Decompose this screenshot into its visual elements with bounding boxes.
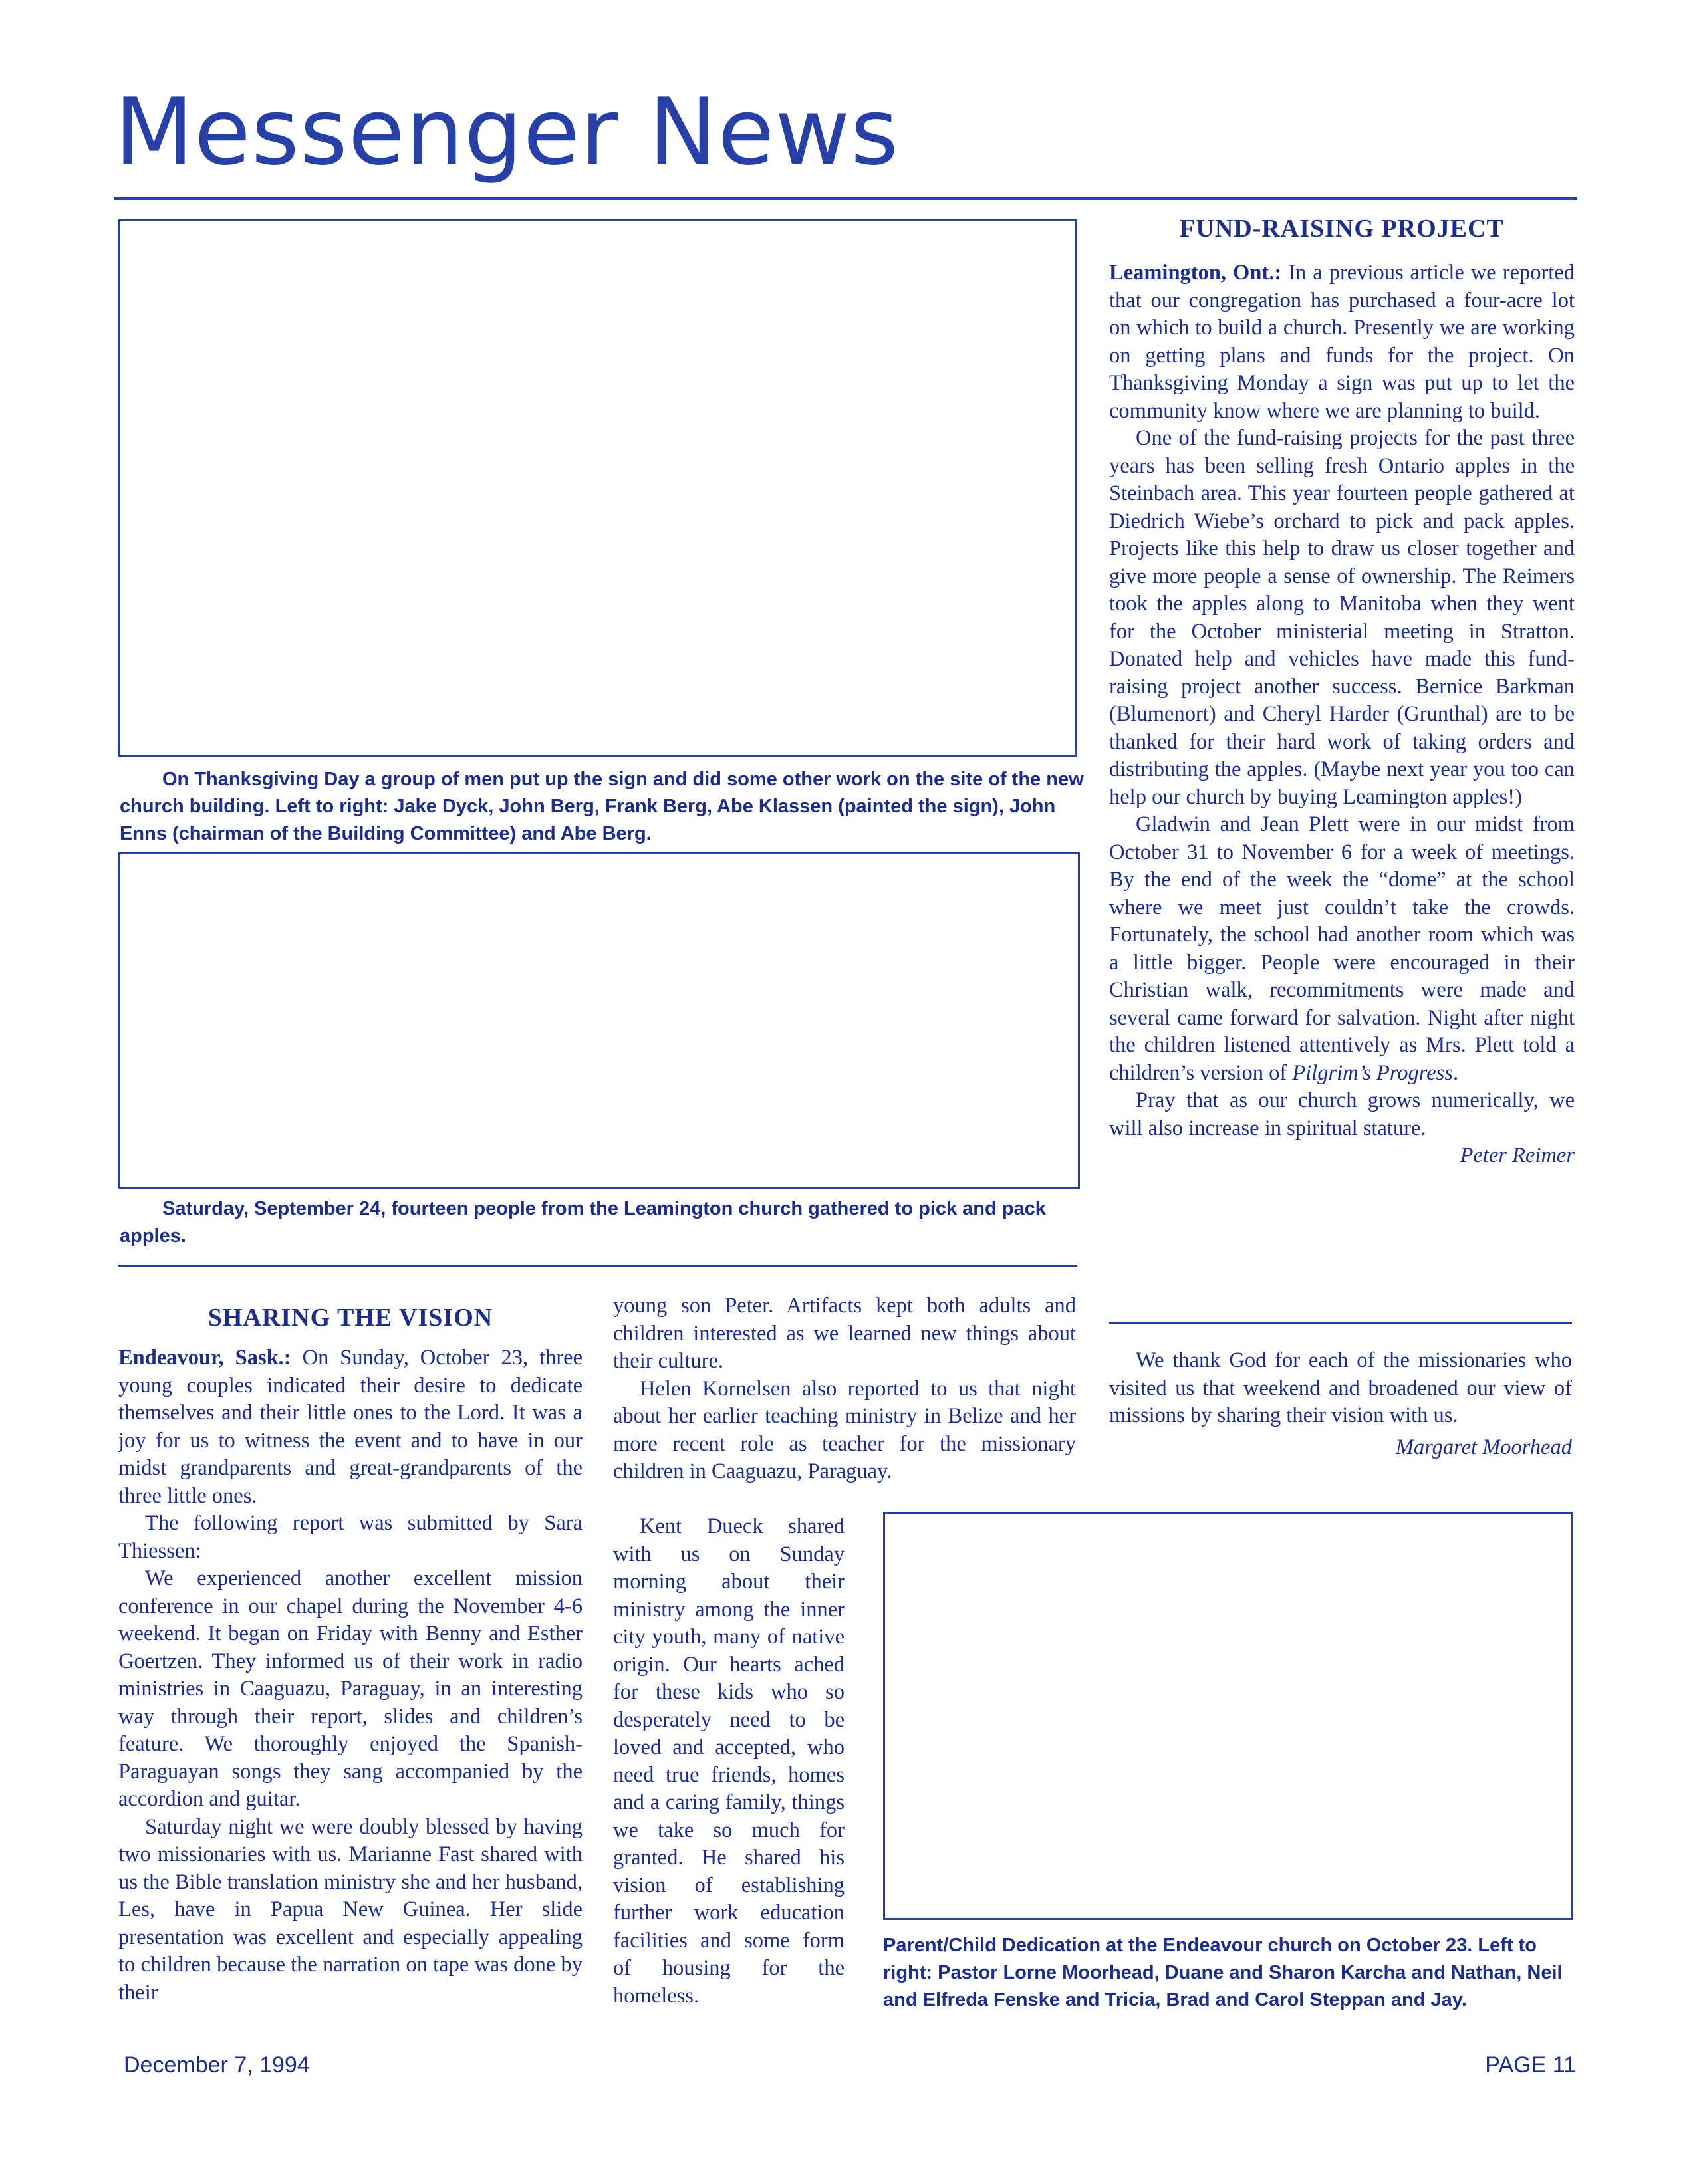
vision-paragraph: Saturday night we were doubly blessed by having two missionaries with us. Marianne Fast shared with us the Bible translation ministry she and her husband, Les, have in Papua New Guinea. Her slide presentation was excellent and especially appealing to children because the narration on tape was done by their xyxy=(118,1814,583,2004)
vision-article xyxy=(118,1302,583,2006)
vision-dateline: Endeavour, Sask.: xyxy=(118,1346,291,1370)
vision-paragraph: Kent Dueck shared with us on Sunday morning about their ministry among the inner city youth, many of native origin. Our hearts ached for these kids who so desperately need to be loved and accepted, who need true friends, homes and a caring family, things we take so much for granted. He shared his vision of establishing further work education facilities and some form of housing for the homeless. xyxy=(613,1515,845,2008)
fundraising-paragraph: Gladwin and Jean Plett were in our midst from October 31 to November 6 for a week of meetings. By the end of the week the “dome” at the school where we meet just couldn’t take the crowds. Fortunately, the school had another room which was a little bigger. People were encouraged in their Christian walk, recommitments were made and several came forward for salvation. Night after night the children listened attentively as Mrs. Plett told a children’s version of Pilgrim’s Progress. xyxy=(1109,812,1575,1085)
vision-signature: Margaret Moorhead xyxy=(1395,1435,1572,1459)
section-divider xyxy=(118,1265,1077,1267)
masthead-title: Messenger News xyxy=(114,78,900,185)
vision-body-col2-narrow xyxy=(613,1513,845,2010)
book-title: Pilgrim’s Progress xyxy=(1292,1060,1453,1085)
fundraising-article xyxy=(1109,213,1575,1170)
vision-paragraph: young son Peter. Artifacts kept both adults and children interested as we learned new things about their culture. xyxy=(613,1294,1076,1373)
vision-paragraph: Endeavour, Sask.: On Sunday, October 23, three young couples indicated their desire to dedicate themselves and their little ones to the Lord. It was a joy for us to witness the event and to have in our midst grandparents and great-grandparents of the three little ones. xyxy=(118,1346,583,1508)
vision-paragraph: We experienced another excellent mission conference in our chapel during the November 4-6 weekend. It began on Friday with Benny and Esther Goertzen. They informed us of their work in radio ministries in Caaguazu, Paraguay, in an interesting way through their report, slides and children’s feature. We thoroughly enjoyed the Spanish-Paraguayan songs they sang accompanied by the accordion and guitar. xyxy=(118,1566,583,1811)
vision-body-col3 xyxy=(1109,1347,1572,1461)
vision-headline: SHARING THE VISION xyxy=(207,1304,493,1332)
vision-paragraph: The following report was submitted by Sara Thiessen: xyxy=(118,1511,583,1563)
fundraising-dateline: Leamington, Ont.: xyxy=(1109,261,1282,285)
issue-date: December 7, 1994 xyxy=(124,2052,310,2078)
page-number: PAGE 11 xyxy=(1485,2052,1576,2078)
fundraising-signature: Peter Reimer xyxy=(1460,1144,1575,1167)
sign-photo xyxy=(118,219,1077,757)
dedication-photo-caption: Parent/Child Dedication at the Endeavour church on October 23. Left to right: Pastor Lorne Moorhead, Duane and Sharon Karcha and Nathan, Neil and Elfreda Fenske and Tricia, Brad and Carol Steppan and Jay. xyxy=(883,1935,1563,2010)
vision-body-col2 xyxy=(613,1292,1076,1486)
apples-photo-caption: Saturday, September 24, fourteen people from the Leamington church gathered to pick and pack apples. xyxy=(120,1198,1046,1247)
dedication-photo xyxy=(883,1512,1573,1920)
apples-photo xyxy=(118,852,1080,1189)
vision-body-col1 xyxy=(118,1344,583,2006)
vision-paragraph: Helen Kornelsen also reported to us that night about her earlier teaching ministry in Belize and her more recent role as teacher for the missionary children in Caaguazu, Paraguay. xyxy=(613,1376,1076,1483)
fundraising-paragraph: One of the fund-raising projects for the past three years has been selling fresh Ontario apples in the Steinbach area. This year fourteen people gathered at Diedrich Wiebe’s orchard to pick and pack apples. Projects like this help to draw us closer together and give more people a sense of ownership. The Reimers took the apples along to Manitoba when they went for the October ministerial meeting in Stratton. Donated help and vehicles have made this fund-raising project another success. Bernice Barkman (Blumenort) and Cheryl Harder (Grunthal) are to be thanked for their hard work of taking orders and distributing the apples. (Maybe next year you too can help our church by buying Leamington apples!) xyxy=(1109,426,1575,809)
fundraising-headline: FUND-RAISING PROJECT xyxy=(1180,215,1504,243)
fundraising-paragraph: Pray that as our church grows numerically, we will also increase in spiritual stature. xyxy=(1109,1088,1575,1140)
column-divider xyxy=(1109,1322,1572,1324)
fundraising-body xyxy=(1109,259,1575,1170)
vision-paragraph: We thank God for each of the missionaries who visited us that weekend and broadened our view of missions by sharing their vision with us. xyxy=(1109,1348,1572,1427)
fundraising-paragraph: Leamington, Ont.: In a previous article we reported that our congregation has purchased a four-acre lot on which to build a church. Presently we are working on getting plans and funds for the project. On Thanksgiving Monday a sign was put up to let the community know where we are planning to build. xyxy=(1109,261,1575,423)
masthead-rule xyxy=(114,197,1577,200)
sign-photo-caption: On Thanksgiving Day a group of men put up the sign and did some other work on the site of the new church building. Left to right: Jake Dyck, John Berg, Frank Berg, Abe Klassen (painted the sign), John Enns (chairman of the Building Committee) and Abe Berg. xyxy=(120,769,1084,844)
